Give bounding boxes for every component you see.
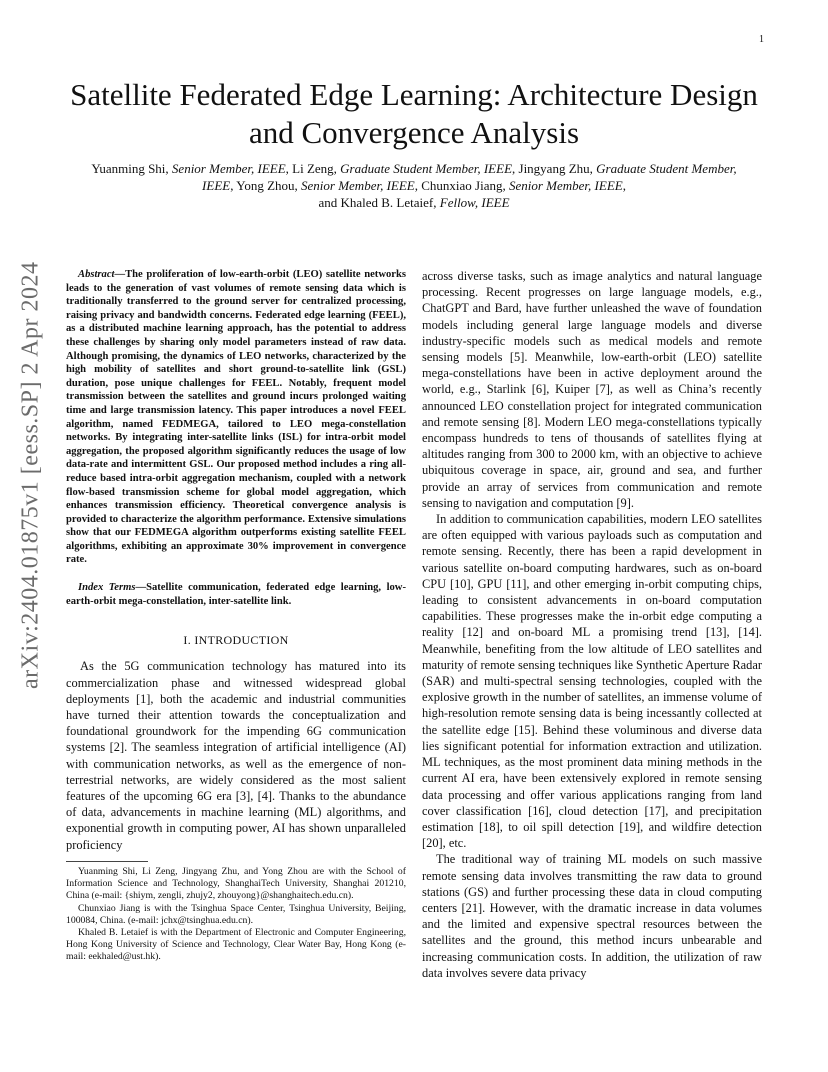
body-paragraph: In addition to communication capabilities, modern LEO satellites are often equipped with various payloads such as computation and remote sensing. Recently, there has been a rapid development in various satellite on-board computing hardwares, such as on-board CPU [10], GPU [11], and other emerging in-orbit computing chips, leading to consistent advancements in on-board computation capabilities. These progresses make the in-orbit edge computing a reality [12] and on-board ML a promising trend [13], [14]. Meanwhile, benefiting from the low altitude of LEO satellites and maturity of remote sensing techniques like Synthetic Aperture Radar (SAR) and multi-spectral sensing technologies, coupled with the explosive growth in the number of satellites, an immense volume of high-resolution remote sensing data is being incessantly collected at the satellite edge [15]. Behind these voluminous and diverse data lies significant potential for information extraction and utilization. ML techniques, as the most prominent data mining methods in the current AI era, have been extensively explored in remote sensing data processing and offer various applications ranging from land cover classification [16], cloud detection [17], and precipitation estimation [18], to oil spill detection [19], and wildfire detection [20], etc.	[422, 512, 762, 851]
footnote: Yuanming Shi, Li Zeng, Jingyang Zhu, and Yong Zhou are with the School of Information Science and Technology, ShanghaiTech University, Shanghai 201210, China (e-mail: {shiym, zengli, zhujy2, zhouyong}@shanghaitech.edu.cn).	[66, 865, 406, 902]
author-name: Chunxiao Jiang,	[421, 178, 509, 193]
author-role: Senior Member, IEEE	[171, 161, 286, 176]
left-column	[66, 268, 406, 964]
author-list	[80, 160, 748, 211]
body-paragraph: across diverse tasks, such as image analytics and natural language processing. Recent progresses on large language models, e.g., ChatGPT and Bard, have further unleashed the wave of foundation models including general large language models and diverse industry-specific models such as medical models and remote sensing models [5]. Meanwhile, low-earth-orbit (LEO) satellite mega-constellations have been in active deployment around the world, e.g., Starlink [6], Kuiper [7], as well as China’s recently announced LEO constellation project for integrated communication and remote sensing [8]. Modern LEO mega-constellations typically encompass hundreds to tens of thousands of satellites flying at altitudes ranging from 300 to 2000 km, with an objective to achieve ubiquitous coverage in space, air, ground and sea, and further provide an array of services from communication and remote sensing to navigation and computation [9].	[422, 269, 762, 510]
author-role: Fellow, IEEE	[439, 195, 510, 210]
footnote: Khaled B. Letaief is with the Department of Electronic and Computer Engineering, Hong Kong University of Science and Technology, Clear Water Bay, Hong Kong (e-mail: eekhaled@ust.hk).	[66, 926, 406, 963]
right-column	[422, 268, 762, 981]
author-name: and Khaled B. Letaief,	[318, 195, 440, 210]
author-separator: ,	[622, 178, 626, 193]
author-separator: ,	[285, 161, 293, 176]
paper-title: Satellite Federated Edge Learning: Architecture Design and Convergence Analysis	[70, 77, 758, 150]
abstract-label: Abstract	[78, 269, 115, 280]
abstract-text: —The proliferation of low-earth-orbit (LEO) satellite networks leads to the generation of vast volumes of remote sensing data which is traditionally transferred to the ground server for centralized processing, raising privacy and bandwidth concerns. Federated edge learning (FEEL), as a distributed machine learning approach, has the potential to address these challenges by sharing only model parameters instead of raw data. Although promising, the dynamics of LEO networks, characterized by the high mobility of satellites and short ground-to-satellite link (GSL) duration, pose unique challenges for FEEL. Notably, frequent model transmission between the satellites and ground incurs prolonged waiting time and large transmission latency. This paper introduces a novel FEEL algorithm, named FEDMEGA, tailored to LEO mega-constellation networks. By integrating inter-satellite links (ISL) for intra-orbit model aggregation, the proposed algorithm significantly reduces the usage of low data-rate and intermittent GSL. Our proposed method includes a ring all-reduce based intra-orbit aggregation mechanism, coupled with a network flow-based transmission scheme for global model aggregation, which enhances transmission efficiency. Theoretical convergence analysis is provided to characterize the algorithm performance. Extensive simulations show that our FEDMEGA algorithm outperforms existing satellite FEEL algorithms, exhibiting an approximate 30% improvement in convergence rate.	[66, 269, 406, 566]
author-separator: ,	[414, 178, 422, 193]
author-name: Jingyang Zhu,	[518, 161, 597, 176]
author-role: Senior Member, IEEE	[508, 178, 623, 193]
footnote: Chunxiao Jiang is with the Tsinghua Space Center, Tsinghua University, Beijing, 100084, China. (e-mail: jchx@tsinghua.edu.cn).	[66, 902, 406, 926]
author-role: Senior Member, IEEE	[301, 178, 415, 193]
footnote-rule	[66, 861, 148, 862]
author-role: Graduate Student Member, IEEE	[340, 161, 513, 176]
index-terms-text: —Satellite communication, federated edge learning, low-earth-orbit mega-constellation, inter-satellite link.	[66, 582, 406, 607]
author-separator: ,	[230, 178, 237, 193]
page-number: 1	[759, 34, 764, 45]
author-name: Li Zeng,	[292, 161, 341, 176]
author-separator: ,	[512, 161, 519, 176]
index-terms-label: Index Terms	[78, 582, 136, 594]
author-name: Yuanming Shi,	[91, 161, 172, 176]
abstract	[66, 268, 406, 567]
author-name: Yong Zhou,	[236, 178, 302, 193]
arxiv-identifier: arXiv:2404.01875v1 [eess.SP] 2 Apr 2024	[17, 261, 44, 689]
author-role: Graduate Student Member, IEEE	[202, 161, 737, 193]
intro-paragraph: As the 5G communication technology has matured into its commercialization phase and witnessed widespread global deployments [1], both the academic and industrial communities have turned their attention towards the conceptualization and foundational groundwork for the impending 6G communication systems [2]. The seamless integration of artificial intelligence (AI) with communication networks, as well as the emergence of non-terrestrial networks, are widely considered as the most salient features of the upcoming 6G era [3], [4]. Thanks to the abundance of data, advancements in machine learning (ML) algorithms, and exponential growth in computing power, AI has shown unparalleled proficiency	[66, 659, 406, 852]
section-heading: I. INTRODUCTION	[183, 633, 289, 648]
index-terms	[66, 581, 406, 608]
body-paragraph: The traditional way of training ML models on such massive remote sensing data involves transmitting the raw data to ground stations (GS) and further processing these data in cloud computing centers [21]. However, with the dramatic increase in data volumes and the limited and expensive spectral resources between the satellites and the ground, this method incurs unbearable and increasing communication costs. In addition, the utilization of raw data involves severe data privacy	[422, 852, 762, 980]
